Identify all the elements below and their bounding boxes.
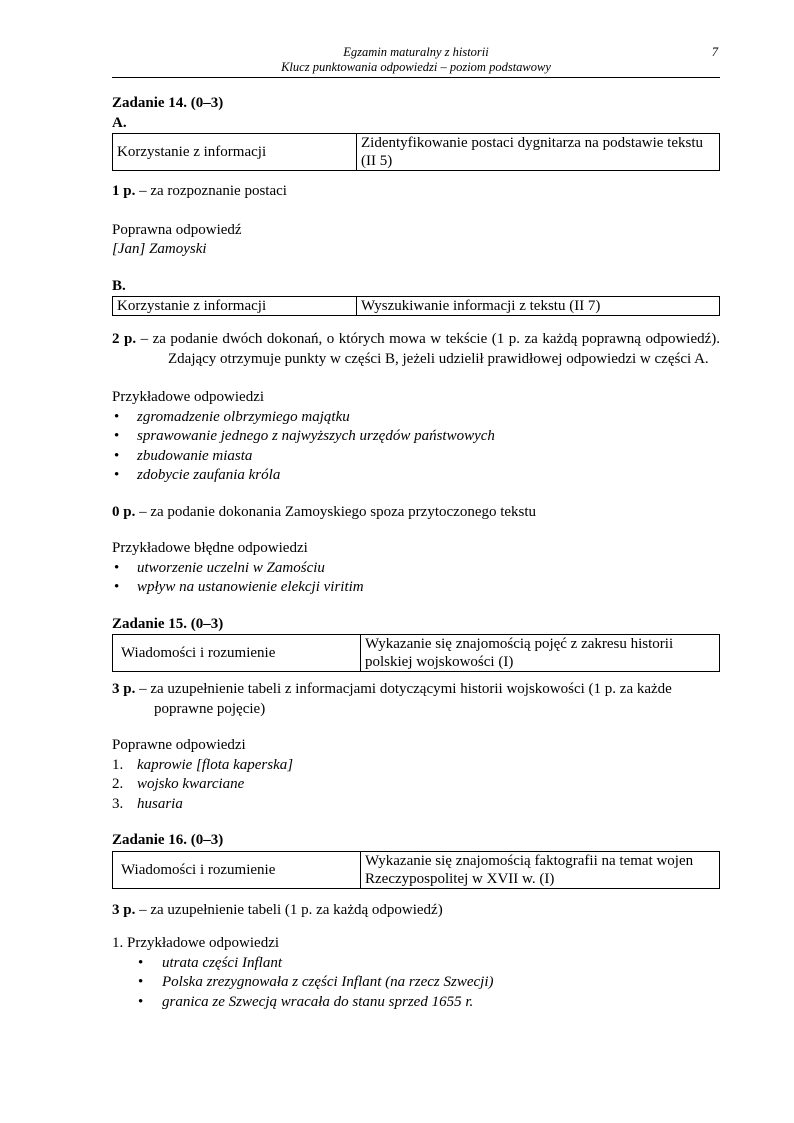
task-14-part-a-label: A. — [112, 114, 127, 131]
task-14a-score — [112, 182, 720, 202]
task-14a-answer: [Jan] Zamoyski — [112, 241, 207, 257]
task-14b-examples-list — [112, 408, 720, 486]
task-16-examples-heading: 1. Przykładowe odpowiedzi — [112, 935, 280, 951]
score-text: – za uzupełnienie tabeli z informacjami dotyczącymi historii wojskowości (1 p. za każde poprawne pojęcie) — [135, 681, 672, 717]
task-14b-requirements-table — [112, 296, 720, 316]
task-14b-wrong-list — [112, 559, 720, 598]
item-text: kaprowie [flota kaperska] — [137, 756, 294, 773]
page-header — [112, 45, 720, 78]
list-item: • sprawowanie jednego z najwyższych urzędów państwowych — [112, 427, 720, 447]
task-16-examples-list — [112, 954, 720, 1013]
task-14-part-b-label: B. — [112, 277, 126, 294]
item-number: 2. — [112, 776, 124, 792]
task-14b-examples-heading: Przykładowe odpowiedzi — [112, 389, 265, 405]
score-points: 3 p. — [112, 901, 136, 918]
requirement-description: Wyszukiwanie informacji z tekstu (II 7) — [357, 297, 720, 316]
list-item: • Polska zrezygnowała z części Inflant (na rzecz Szwecji) — [112, 973, 720, 993]
list-item: • utrata części Inflant — [112, 954, 720, 974]
item-number: 1. — [112, 756, 124, 773]
task-15-answer-list — [112, 756, 720, 815]
task-15-title: Zadanie 15. (0–3) — [112, 615, 224, 632]
score-text: – za uzupełnienie tabeli (1 p. za każdą odpowiedź) — [135, 901, 443, 918]
list-item — [112, 795, 720, 815]
score-points: 2 p. — [112, 331, 137, 347]
task-15-score — [112, 680, 720, 719]
requirement-area: Wiadomości i rozumienie — [113, 635, 361, 672]
list-item: • wpływ na ustanowienie elekcji viritim — [112, 578, 720, 598]
requirement-area: Wiadomości i rozumienie — [113, 851, 361, 888]
page-number: 7 — [711, 45, 718, 59]
score-text: – za podanie dokonania Zamoyskiego spoza przytoczonego tekstu — [135, 503, 537, 520]
task-15-answer-heading: Poprawne odpowiedzi — [112, 737, 246, 753]
requirement-description: Zidentyfikowanie postaci dygnitarza na podstawie tekstu (II 5) — [357, 134, 720, 171]
score-points: 1 p. — [112, 183, 136, 199]
list-item — [112, 756, 720, 776]
list-item: • granica ze Szwecją wracała do stanu sprzed 1655 r. — [112, 993, 720, 1013]
task-14a-answer-heading: Poprawna odpowiedź — [112, 221, 242, 238]
task-14b-zero-score — [112, 503, 720, 523]
list-item — [112, 775, 720, 795]
score-text: – za podanie dwóch dokonań, o których mowa w tekście (1 p. za każdą poprawną odpowiedź). Zdający otrzymuje punkty w części B, jeżeli udzielił prawidłowej odpowiedzi w części A. — [136, 331, 720, 367]
task-14b-score — [112, 330, 720, 369]
task-15-requirements-table — [112, 634, 720, 672]
list-item: • zdobycie zaufania króla — [112, 466, 720, 486]
list-item: • utworzenie uczelni w Zamościu — [112, 559, 720, 579]
task-14-title: Zadanie 14. (0–3) — [112, 95, 224, 111]
item-text: husaria — [137, 795, 183, 812]
requirement-area: Korzystanie z informacji — [113, 297, 357, 316]
score-text: – za rozpoznanie postaci — [135, 183, 287, 199]
task-14a-requirements-table — [112, 133, 720, 171]
requirement-description: Wykazanie się znajomością pojęć z zakresu historii polskiej wojskowości (I) — [361, 635, 720, 672]
header-exam-title: Egzamin maturalny z historii — [343, 45, 489, 59]
requirement-area: Korzystanie z informacji — [113, 134, 357, 171]
list-item: • zgromadzenie olbrzymiego majątku — [112, 408, 720, 428]
task-16-requirements-table — [112, 851, 720, 889]
task-14b-wrong-heading: Przykładowe błędne odpowiedzi — [112, 540, 308, 556]
score-points: 3 p. — [112, 681, 136, 697]
page-content — [112, 94, 720, 1012]
score-points: 0 p. — [112, 503, 136, 520]
item-number: 3. — [112, 795, 124, 812]
list-item: • zbudowanie miasta — [112, 447, 720, 467]
item-text: wojsko kwarciane — [137, 776, 245, 792]
requirement-description: Wykazanie się znajomością faktografii na temat wojen Rzeczypospolitej w XVII w. (I) — [361, 851, 720, 888]
header-subtitle: Klucz punktowania odpowiedzi – poziom podstawowy — [281, 60, 551, 74]
task-16-title: Zadanie 16. (0–3) — [112, 832, 224, 848]
task-16-score — [112, 901, 720, 921]
